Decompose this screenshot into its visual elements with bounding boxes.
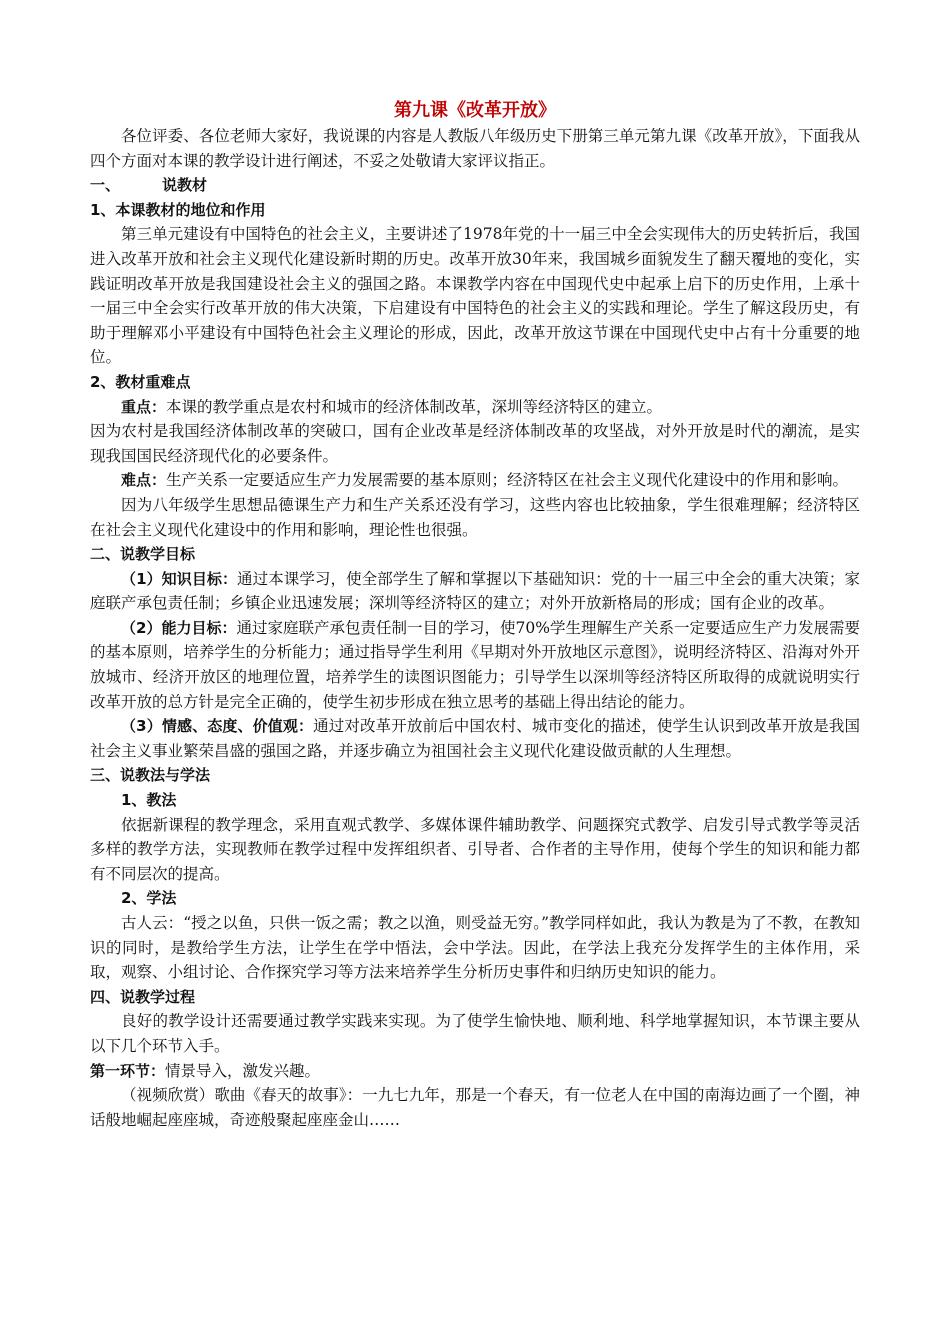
goal-values-text: 通过对改革开放前后中国农村、城市变化的描述，使学生认识到改革开放是我国社会主义事业繁荣昌盛的强国之路，并逐步确立为祖国社会主义现代化建设做贡献的人生理想。 — [90, 717, 860, 760]
difficult-point-text: 生产关系一定要适应生产力发展需要的基本原则；经济特区在社会主义现代化建设中的作用和影响。 — [166, 471, 849, 490]
step-1 — [90, 1059, 860, 1084]
step-1-label: 第一环节： — [90, 1061, 166, 1080]
section-4-paragraph-2: （视频欣赏）歌曲《春天的故事》：一九七九年，那是一个春天，有一位老人在中国的南海边画了一个圈，神话般地崛起座座城，奇迹般聚起座座金山…… — [90, 1086, 860, 1129]
goal-ability-label: （2）能力目标： — [121, 618, 237, 637]
key-point — [90, 395, 860, 420]
goal-ability — [90, 616, 860, 714]
section-3-sub-1: 1、教法 — [121, 791, 177, 810]
difficult-point — [90, 468, 860, 493]
section-3-paragraph-1: 依据新课程的教学理念，采用直观式教学、多媒体课件辅助教学、问题探究式教学、启发引导式教学等灵活多样的教学方法，实现教师在教学过程中发挥组织者、引导者、合作者的主导作用，使每个学生的知识和能力都有不同层次的提高。 — [90, 815, 860, 883]
section-3-heading: 三、说教法与学法 — [90, 766, 211, 785]
section-3-sub-2: 2、学法 — [121, 889, 177, 908]
key-point-reason: 因为农村是我国经济体制改革的突破口，国有企业改革是经济体制改革的攻坚战，对外开放是时代的潮流，是实现我国国民经济现代化的必要条件。 — [90, 422, 860, 465]
goal-values-label: （3）情感、态度、价值观： — [121, 717, 314, 736]
document-page — [90, 98, 860, 1132]
difficult-point-label: 难点： — [121, 471, 167, 490]
difficult-point-reason: 因为八年级学生思想品德课生产力和生产关系还没有学习，这些内容也比较抽象，学生很难理解；经济特区在社会主义现代化建设中的作用和影响，理论性也很强。 — [90, 495, 860, 539]
section-1-title: 说教材 — [162, 176, 208, 195]
section-4-heading: 四、说教学过程 — [90, 987, 196, 1006]
goal-ability-text: 通过家庭联产承包责任制一目的学习，使70%学生理解生产关系一定要适应生产力发展需要的基本原则，培养学生的分析能力；通过指导学生利用《早期对外开放地区示意图》，说明经济特区、沿海对外开放城市、经济开放区的地理位置，培养学生的读图识图能力；引导学生以深圳等经济特区所取得的成就说明实行改革开放的总方针是完全正确的，使学生初步形成在独立思考的基础上得出结论的能力。 — [90, 618, 860, 711]
goal-knowledge-label: （1）知识目标： — [121, 569, 238, 588]
section-1-sub-2: 2、教材重难点 — [90, 372, 191, 391]
key-point-label: 重点： — [121, 397, 167, 416]
page-title: 第九课《改革开放》 — [394, 100, 556, 121]
section-1-paragraph-1: 第三单元建设有中国特色的社会主义，主要讲述了1978年党的十一届三中全会实现伟大的历史转折后，我国进入改革开放和社会主义现代化建设新时期的历史。改革开放30年来，我国城乡面貌发生了翻天覆地的变化，实践证明改革开放是我国建设社会主义的强国之路。本课教学内容在中国现代史中起承上启下的历史作用，上承十一届三中全会实行改革开放的伟大决策，下启建设有中国特色的社会主义的实践和理论。学生了解这段历史，有助于理解邓小平建设有中国特色社会主义理论的形成，因此，改革开放这节课在中国现代史中占有十分重要的地位。 — [90, 225, 860, 367]
step-1-text: 情景导入，激发兴趣。 — [165, 1061, 321, 1080]
goal-values — [90, 714, 860, 763]
section-2-heading: 二、说教学目标 — [90, 545, 196, 564]
section-4-paragraph-1: 良好的教学设计还需要通过教学实践来实现。为了使学生愉快地、顺利地、科学地掌握知识，本节课主要从以下几个环节入手。 — [90, 1012, 860, 1055]
intro-paragraph: 各位评委、各位老师大家好，我说课的内容是人教版八年级历史下册第三单元第九课《改革开放》，下面我从四个方面对本课的教学设计进行阐述，不妥之处敬请大家评议指正。 — [90, 127, 860, 170]
goal-knowledge — [90, 567, 860, 616]
section-1-heading — [90, 173, 860, 198]
section-1-sub-1: 1、本课教材的地位和作用 — [90, 200, 266, 219]
section-3-paragraph-2: 古人云：“授之以鱼，只供一饭之需；教之以渔，则受益无穷。”教学同样如此，我认为教是为了不教，在教知识的同时，是教给学生方法，让学生在学中悟法，会中学法。因此，在学法上我充分发挥学生的主体作用，采取，观察、小组讨论、合作探究学习等方法来培养学生分析历史事件和归纳历史知识的能力。 — [90, 914, 860, 982]
key-point-text: 本课的教学重点是农村和城市的经济体制改革，深圳等经济特区的建立。 — [166, 397, 663, 416]
goal-knowledge-text: 通过本课学习，使全部学生了解和掌握以下基础知识：党的十一届三中全会的重大决策；家庭联产承包责任制；乡镇企业迅速发展；深圳等经济特区的建立；对外开放新格局的形成；国有企业的改革。 — [90, 569, 860, 613]
section-1-number: 一、 — [90, 176, 121, 195]
